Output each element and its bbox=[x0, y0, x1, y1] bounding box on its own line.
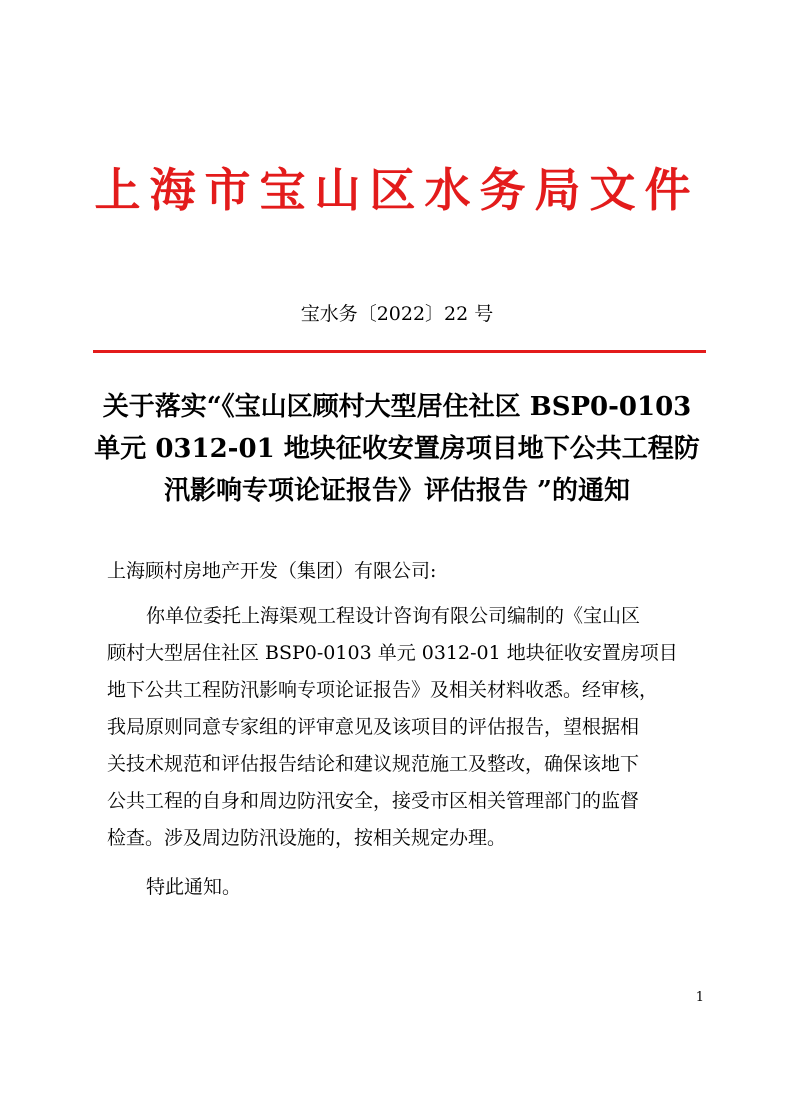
body-line-3: 地下公共工程防汛影响专项论证报告》及相关材料收悉。经审核， bbox=[107, 679, 659, 701]
document-number: 宝水务〔2022〕22 号 bbox=[300, 303, 494, 325]
body-line-6: 公共工程的自身和周边防汛安全，接受市区相关管理部门的监督 bbox=[107, 790, 640, 812]
document-masthead: 上海市宝山区水务局文件 bbox=[94, 163, 700, 217]
red-header-rule bbox=[93, 350, 706, 353]
title-line-3: 汛影响专项论证报告》评估报告 ”的通知 bbox=[163, 476, 630, 506]
body-paragraph bbox=[107, 598, 707, 857]
body-line-7: 检查。涉及周边防汛设施的，按相关规定办理。 bbox=[107, 827, 507, 849]
title-line-2: 单元 0312-01 地块征收安置房项目地下公共工程防 bbox=[94, 434, 700, 464]
body-line-1: 你单位委托上海渠观工程设计咨询有限公司编制的《宝山区 bbox=[146, 605, 641, 627]
document-title bbox=[80, 386, 714, 512]
addressee: 上海顾村房地产开发（集团）有限公司: bbox=[107, 560, 437, 582]
page-number: 1 bbox=[695, 990, 704, 1005]
body-line-2: 顾村大型居住社区 BSP0-0103 单元 0312-01 地块征收安置房项目 bbox=[107, 642, 678, 664]
title-line-1: 关于落实“《宝山区顾村大型居住社区 BSP0-0103 bbox=[102, 392, 692, 422]
closing-text: 特此通知。 bbox=[146, 876, 242, 898]
body-line-4: 我局原则同意专家组的评审意见及该项目的评估报告，望根据相 bbox=[107, 716, 640, 738]
body-line-5: 关技术规范和评估报告结论和建议规范施工及整改，确保该地下 bbox=[107, 753, 640, 775]
